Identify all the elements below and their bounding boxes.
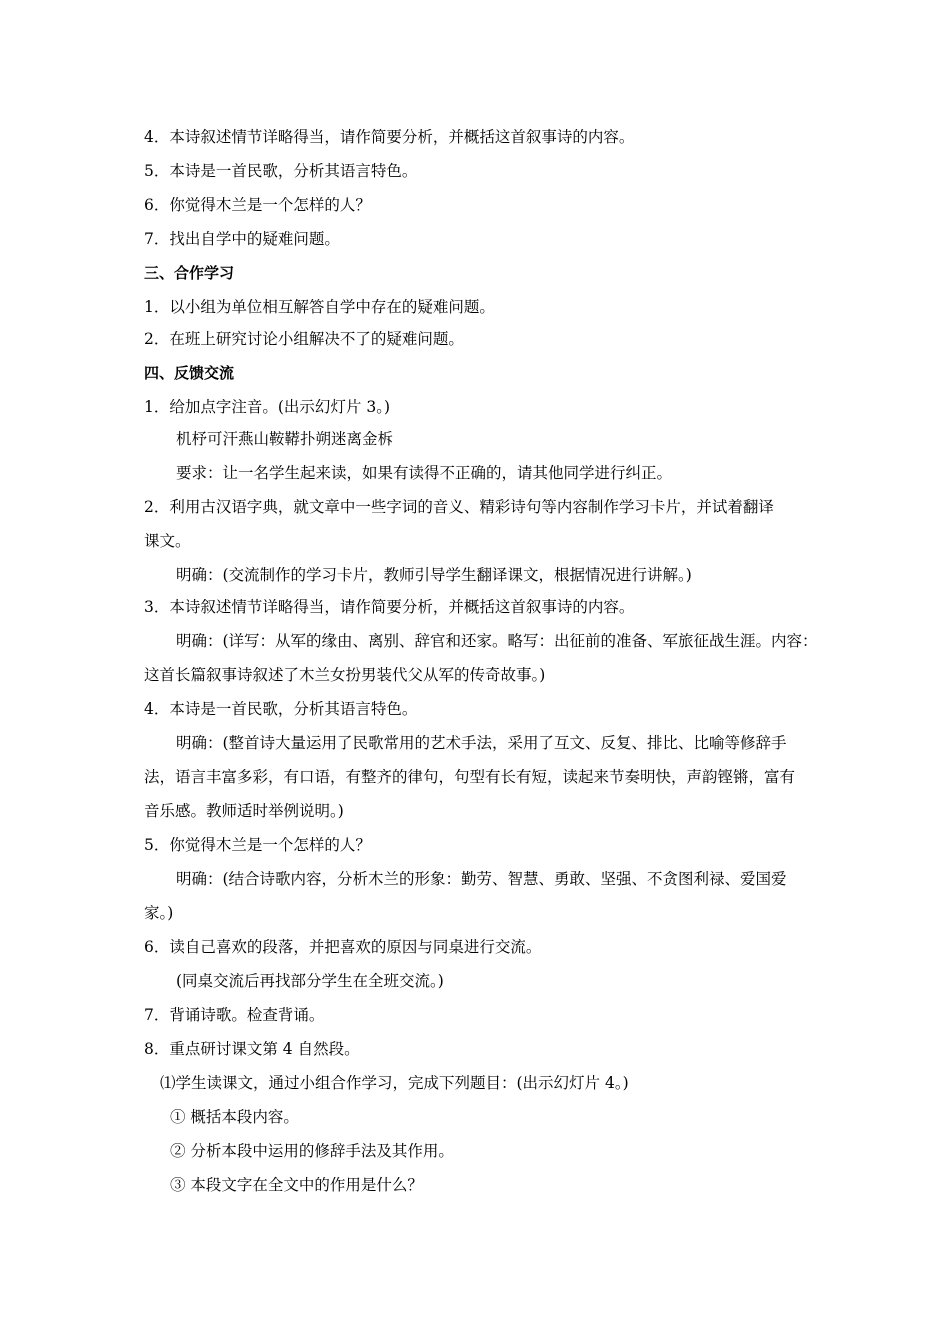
feedback-item-3: 3．本诗叙述情节详略得当，请作简要分析，并概括这首叙事诗的内容。 — [144, 598, 635, 616]
feedback-item-2-cont: 课文。 — [144, 532, 191, 550]
question-6: 6．你觉得木兰是一个怎样的人？ — [144, 196, 371, 214]
subitem-circle-3: ③ 本段文字在全文中的作用是什么？ — [170, 1176, 423, 1194]
answer-3: 明确：(详写：从军的缘由、离别、辞官和还家。略写：出征前的准备、军旅征战生涯。内容： — [176, 632, 818, 650]
feedback-item-7: 7．背诵诗歌。检查背诵。 — [144, 1006, 325, 1024]
coop-item-2: 2．在班上研究讨论小组解决不了的疑难问题。 — [144, 330, 464, 348]
feedback-item-1: 1．给加点字注音。(出示幻灯片 3。) — [144, 398, 390, 416]
feedback-item-4: 4．本诗是一首民歌，分析其语言特色。 — [144, 700, 418, 718]
subitem-circle-2: ② 分析本段中运用的修辞手法及其作用。 — [170, 1142, 454, 1160]
section-heading-feedback: 四、反馈交流 — [144, 364, 235, 382]
requirement-text: 要求：让一名学生起来读，如果有读得不正确的，请其他同学进行纠正。 — [176, 464, 673, 482]
answer-5: 明确：(结合诗歌内容，分析木兰的形象：勤劳、智慧、勇敢、坚强、不贪图利禄、爱国爱 — [176, 870, 787, 888]
question-7: 7．找出自学中的疑难问题。 — [144, 230, 340, 248]
section-heading-cooperative-learning: 三、合作学习 — [144, 264, 235, 282]
feedback-item-5: 5．你觉得木兰是一个怎样的人？ — [144, 836, 371, 854]
note-6: (同桌交流后再找部分学生在全班交流。) — [176, 972, 444, 990]
answer-5-cont: 家。) — [144, 904, 174, 922]
subitem-circle-1: ① 概括本段内容。 — [170, 1108, 299, 1126]
subitem-1: ⑴学生读课文，通过小组合作学习，完成下列题目：(出示幻灯片 4。) — [160, 1074, 629, 1092]
answer-4-cont-2: 音乐感。教师适时举例说明。) — [144, 802, 344, 820]
pinyin-characters: 机杼可汗燕山鞍鞯扑朔迷离金柝 — [176, 430, 394, 448]
feedback-item-6: 6．读自己喜欢的段落，并把喜欢的原因与同桌进行交流。 — [144, 938, 542, 956]
answer-4: 明确：(整首诗大量运用了民歌常用的艺术手法，采用了互文、反复、排比、比喻等修辞手 — [176, 734, 787, 752]
feedback-item-8: 8．重点研讨课文第 4 自然段。 — [144, 1040, 360, 1058]
question-4: 4．本诗叙述情节详略得当，请作简要分析，并概括这首叙事诗的内容。 — [144, 128, 635, 146]
answer-3-cont: 这首长篇叙事诗叙述了木兰女扮男装代父从军的传奇故事。) — [144, 666, 546, 684]
answer-2: 明确：(交流制作的学习卡片，教师引导学生翻译课文，根据情况进行讲解。) — [176, 566, 692, 584]
question-5: 5．本诗是一首民歌，分析其语言特色。 — [144, 162, 418, 180]
coop-item-1: 1．以小组为单位相互解答自学中存在的疑难问题。 — [144, 298, 495, 316]
answer-4-cont-1: 法，语言丰富多彩，有口语，有整齐的律句，句型有长有短，读起来节奏明快，声韵铿锵，富有 — [144, 768, 796, 786]
feedback-item-2: 2．利用古汉语字典，就文章中一些字词的音义、精彩诗句等内容制作学习卡片，并试着翻译 — [144, 498, 774, 516]
